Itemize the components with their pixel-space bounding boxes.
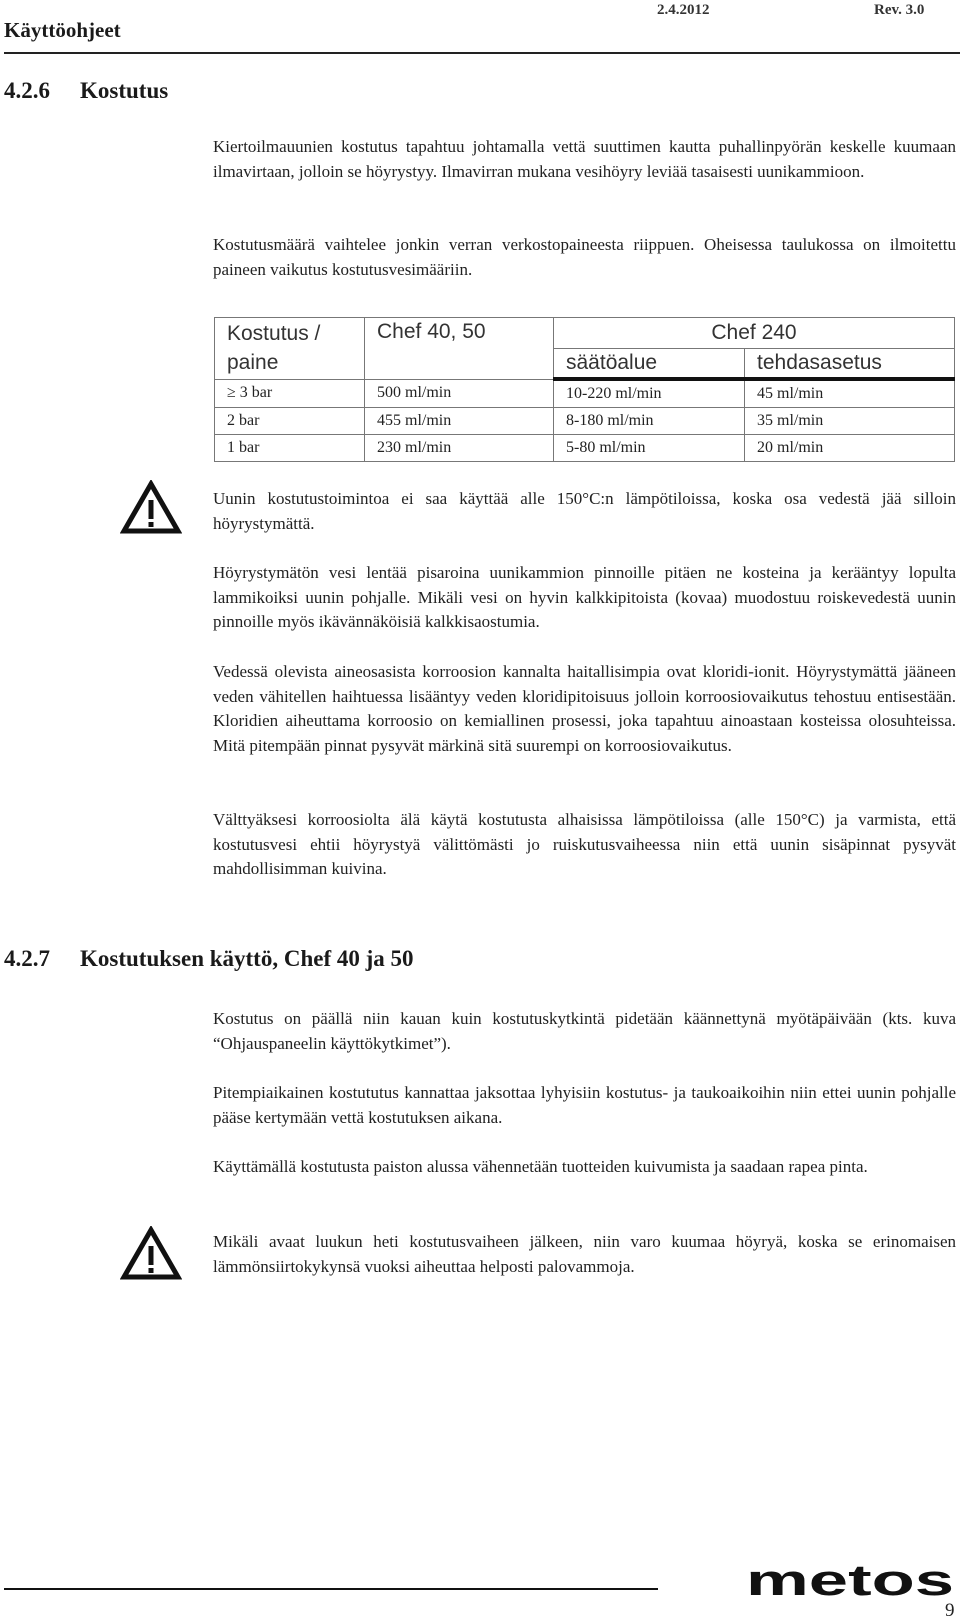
table-subheader-factory: tehdasasetus	[745, 349, 955, 380]
document-date: 2.4.2012	[657, 2, 710, 18]
table-row	[215, 408, 955, 435]
warning-icon	[120, 480, 182, 541]
table-cell-chef40: 500 ml/min	[365, 379, 554, 408]
table-header-chef240: Chef 240	[554, 318, 955, 349]
table-cell-chef40: 230 ml/min	[365, 435, 554, 462]
table-cell-range: 5-80 ml/min	[554, 435, 745, 462]
warning-text: Mikäli avaat luukun heti kostutusvaiheen jälkeen, niin varo kuumaa höyryä, koska se erinomaisen lämmönsiirtokykynsä vuoksi aiheuttaa helposti palovammoja.	[213, 1232, 956, 1276]
section-title: Kostutuksen käyttö, Chef 40 ja 50	[80, 946, 414, 971]
logo-text: metos	[746, 1564, 954, 1598]
table-subheader-range: säätöalue	[554, 349, 745, 380]
table-cell-range: 10-220 ml/min	[554, 379, 745, 408]
table-cell-factory: 20 ml/min	[745, 435, 955, 462]
section-heading-kostutus	[4, 78, 168, 104]
header-rule	[4, 52, 960, 54]
table-header-pressure: Kostutus / paine	[215, 318, 365, 380]
table-cell-range: 8-180 ml/min	[554, 408, 745, 435]
humidification-table	[214, 317, 955, 462]
table-header-row	[215, 318, 955, 349]
table-row	[215, 379, 955, 408]
paragraph: Välttyäksesi korroosiolta älä käytä kostutusta alhaisissa lämpötiloissa (alle 150°C) ja varmista, että kostutusvesi ehtii höyrystyä välittömästi jo ruiskutusvaiheessa niin että uunin sisäpinnat pysyvät mahdollisimman kuivina.	[213, 810, 956, 878]
section-number: 4.2.7	[4, 946, 50, 971]
section-title: Kostutus	[80, 78, 169, 103]
paragraph: Pitempiaikainen kostututus kannattaa jaksottaa lyhyisiin kostutus- ja taukoaikoihin niin ettei uunin pohjalle pääse kertymään vettä kostutuksen aikana.	[213, 1083, 956, 1127]
warning-text: Uunin kostutustoimintoa ei saa käyttää alle 150°C:n lämpötiloissa, koska osa vedestä jää silloin höyrystymättä.	[213, 489, 956, 533]
table-cell-factory: 35 ml/min	[745, 408, 955, 435]
table-cell-chef40: 455 ml/min	[365, 408, 554, 435]
metos-logo	[746, 1564, 958, 1598]
table-cell-pressure: 1 bar	[215, 435, 365, 462]
paragraph: Vedessä olevista aineosasista korroosion kannalta haitallisimpia ovat kloridi-ionit. Höyrystymättä jääneen veden vähitellen haihtuessa lisääntyy veden kloridipitoisuus jolloin korroosiovaikutus tehostuu entisestään. Kloridien aiheuttama korroosio on kemiallinen prosessi, joka tapahtuu ainoastaan kosteissa olosuhteissa. Mitä pitempään pinnat pysyvät märkinä sitä suurempi on korroosiovaikutus.	[213, 662, 956, 755]
page-number: 9	[945, 1600, 955, 1621]
paragraph: Kostutus on päällä niin kauan kuin kostutuskytkintä pidetään käännettynä myötäpäivään (kts. kuva “Ohjauspaneelin käyttökytkimet”).	[213, 1009, 956, 1053]
paragraph: Käyttämällä kostutusta paiston alussa vähennetään tuotteiden kuivumista ja saadaan rapea pinta.	[213, 1157, 868, 1176]
table-cell-factory: 45 ml/min	[745, 379, 955, 408]
paragraph: Kiertoilmauunien kostutus tapahtuu johtamalla vettä suuttimen kautta puhallinpyörän keskelle kuumaan ilmavirtaan, jolloin se höyrystyy. Ilmavirran mukana vesihöyry leviää tasaisesti uunikammioon.	[213, 137, 956, 181]
warning-icon	[120, 1226, 182, 1287]
document-revision: Rev. 3.0	[874, 2, 925, 18]
paragraph: Höyrystymätön vesi lentää pisaroina uunikammion pinnoille pitäen ne kosteina ja kerääntyy lopulta lammikoiksi uunin pohjalle. Mikäli vesi on hyvin kalkkipitoista (kovaa) muodostuu roiskevedestä uunin pinnoille myös ikävännäköisiä kalkkisaostumia.	[213, 563, 956, 631]
table-row	[215, 435, 955, 462]
footer-rule	[4, 1588, 658, 1590]
section-number: 4.2.6	[4, 78, 50, 103]
table-cell-pressure: 2 bar	[215, 408, 365, 435]
document-title: Käyttöohjeet	[4, 18, 121, 42]
section-heading-kostutuksen-kaytto	[4, 946, 414, 972]
table-cell-pressure: ≥ 3 bar	[215, 379, 365, 408]
paragraph: Kostutusmäärä vaihtelee jonkin verran verkostopaineesta riippuen. Oheisessa taulukossa on ilmoitettu paineen vaikutus kostutusvesimääriin.	[213, 235, 956, 279]
table-header-chef40: Chef 40, 50	[365, 318, 554, 380]
